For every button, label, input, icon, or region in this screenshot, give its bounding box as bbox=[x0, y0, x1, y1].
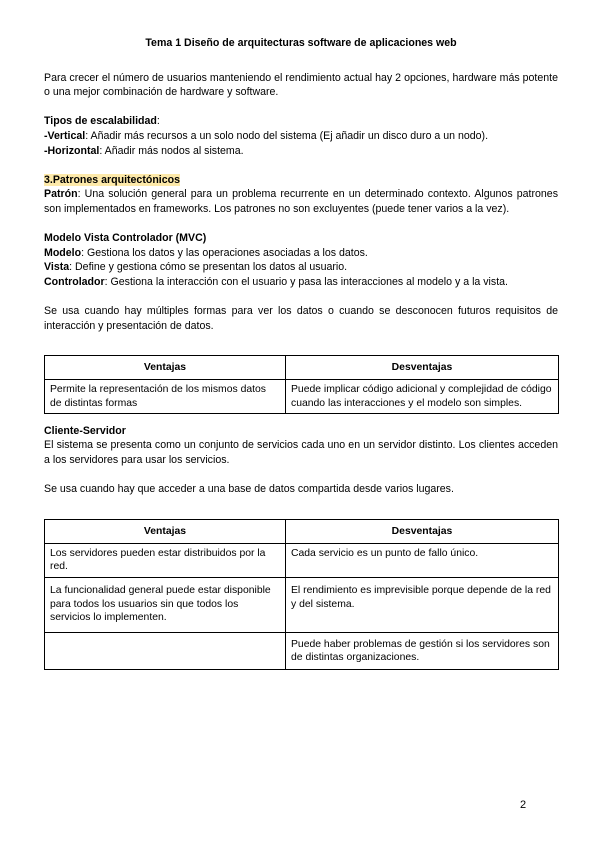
page-title: Tema 1 Diseño de arquitecturas software de aplicaciones web bbox=[145, 37, 457, 49]
table-cell: La funcionalidad general puede estar disponible para todos los usuarios sin que todos los servicios lo implementen. bbox=[45, 578, 286, 633]
model-text: : Gestiona los datos y las operaciones asociadas a los datos. bbox=[81, 246, 368, 259]
model-label: Modelo bbox=[44, 246, 82, 259]
vertical-line bbox=[44, 129, 558, 144]
pattern-text: : Una solución general para un problema recurrente en un determinado contexto. Algunos patrones son implementados en frameworks. Los patrones no son excluyentes (puede tener varios a la vez). bbox=[44, 188, 558, 215]
vertical-text: : Añadir más recursos a un solo nodo del sistema (Ej añadir un disco duro a un nodo). bbox=[85, 129, 489, 142]
scalability-heading-text: Tipos de escalabilidad bbox=[44, 115, 157, 128]
page-number: 2 bbox=[520, 799, 527, 811]
table-cell: Los servidores pueden estar distribuidos por la red. bbox=[45, 544, 286, 578]
scalability-heading: Tipos de escalabilidad: bbox=[44, 115, 160, 128]
horizontal-label: -Horizontal bbox=[44, 144, 100, 157]
table-cell bbox=[45, 633, 286, 670]
vertical-label: -Vertical bbox=[44, 129, 86, 142]
mvc-view-line bbox=[44, 260, 558, 275]
document-page bbox=[44, 36, 558, 670]
patterns-heading: 3.Patrones arquitectónicos bbox=[44, 173, 180, 186]
controller-label: Controlador bbox=[44, 275, 105, 288]
mvc-table bbox=[44, 355, 559, 414]
patterns-heading-line bbox=[44, 173, 558, 188]
horizontal-line bbox=[44, 144, 558, 159]
table-cell: El rendimiento es imprevisible porque depende de la red y del sistema. bbox=[286, 578, 559, 633]
pattern-definition bbox=[44, 187, 558, 216]
table-cell: Permite la representación de los mismos datos de distintas formas bbox=[45, 380, 286, 413]
table-row bbox=[45, 633, 559, 670]
table-cell: Puede implicar código adicional y complejidad de código cuando las interacciones y el modelo son simples. bbox=[286, 380, 559, 413]
controller-text: : Gestiona la interacción con el usuario y pasa las interacciones al modelo y a la vista. bbox=[104, 275, 508, 288]
table-header-row bbox=[45, 356, 559, 380]
table-header-ventajas: Ventajas bbox=[45, 356, 286, 380]
view-label: Vista bbox=[44, 261, 70, 274]
table-row bbox=[45, 380, 559, 413]
mvc-controller-line bbox=[44, 275, 558, 290]
client-server-description: El sistema se presenta como un conjunto de servicios cada uno en un servidor distinto. Los clientes acceden a los servidores para usar los servicios. bbox=[44, 439, 558, 467]
client-server-usage: Se usa cuando hay que acceder a una base de datos compartida desde varios lugares. bbox=[44, 483, 454, 496]
table-cell: Cada servicio es un punto de fallo único. bbox=[286, 544, 559, 578]
table-row bbox=[45, 578, 559, 633]
client-server-heading: Cliente-Servidor bbox=[44, 424, 126, 437]
mvc-model-line bbox=[44, 246, 558, 261]
mvc-usage: Se usa cuando hay múltiples formas para ver los datos o cuando se desconocen futuros requisitos de interacción y presentación de datos. bbox=[44, 305, 558, 332]
mvc-heading: Modelo Vista Controlador (MVC) bbox=[44, 232, 207, 245]
view-text: : Define y gestiona cómo se presentan los datos al usuario. bbox=[69, 261, 348, 274]
table-header-desventajas: Desventajas bbox=[286, 519, 559, 543]
table-header-desventajas: Desventajas bbox=[286, 356, 559, 380]
intro-paragraph: Para crecer el número de usuarios manteniendo el rendimiento actual hay 2 opciones, hardware más potente o una mejor combinación de hardware y software. bbox=[44, 71, 558, 99]
client-server-table bbox=[44, 519, 559, 671]
pattern-label: Patrón bbox=[44, 188, 78, 201]
horizontal-text: : Añadir más nodos al sistema. bbox=[99, 144, 244, 157]
table-row bbox=[45, 544, 559, 578]
table-header-ventajas: Ventajas bbox=[45, 519, 286, 543]
table-header-row bbox=[45, 519, 559, 543]
table-cell: Puede haber problemas de gestión si los servidores son de distintas organizaciones. bbox=[286, 633, 559, 670]
